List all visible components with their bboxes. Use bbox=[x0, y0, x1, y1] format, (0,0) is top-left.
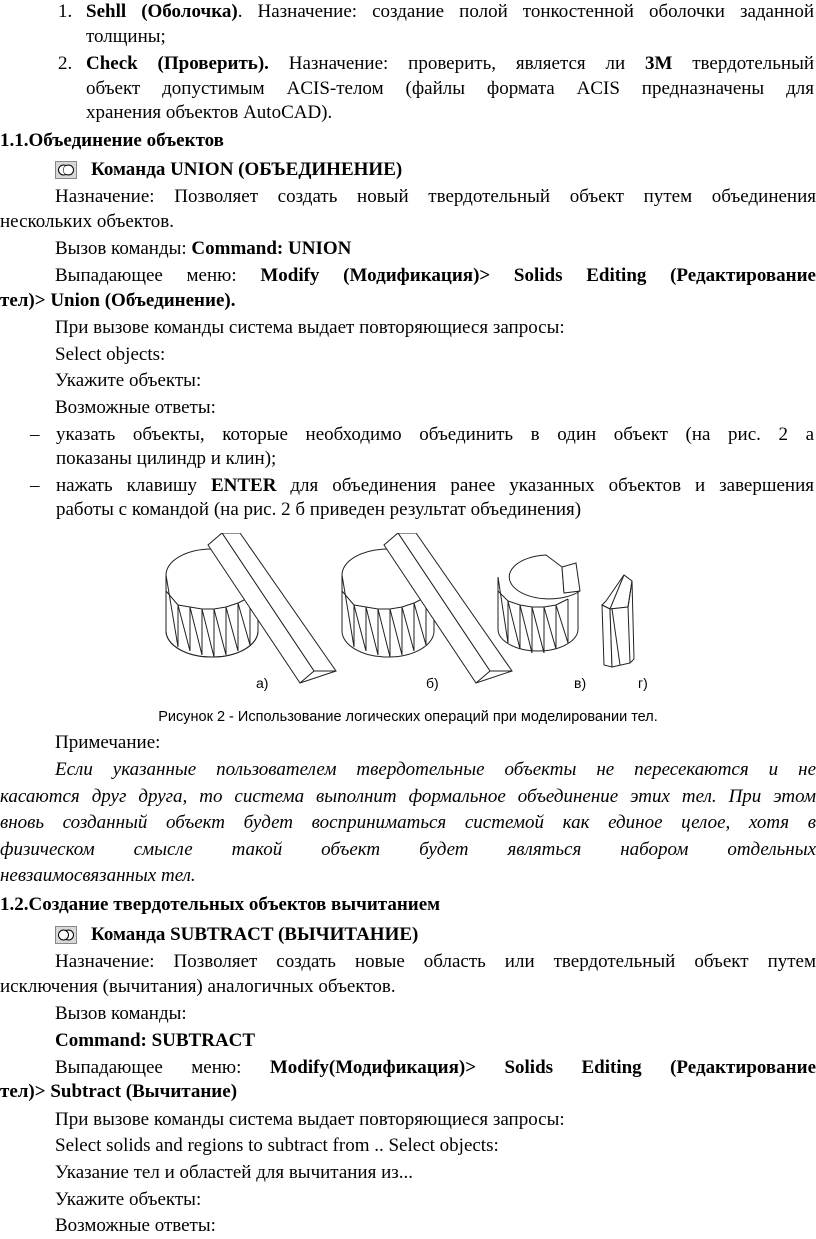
menu-label: Выпадающее меню: bbox=[55, 1056, 270, 1078]
note-line: физическом смысле такой объект будет являться набором отдельных bbox=[0, 838, 816, 860]
menu-path-cont: тел)> Subtract (Вычитание) bbox=[0, 1081, 238, 1103]
bullet-text: указать объекты, которые необходимо объединить в один объект (на рис. 2 а bbox=[56, 423, 814, 445]
note-text bbox=[0, 785, 816, 810]
note-text bbox=[0, 838, 816, 863]
command-title bbox=[0, 923, 816, 948]
list-item-continuation bbox=[0, 77, 816, 102]
note-text bbox=[0, 758, 816, 783]
list-item-text: объект допустимым ACIS-телом (файлы формата ACIS предназначены для bbox=[86, 77, 814, 99]
list-item-bold: 3M bbox=[644, 53, 673, 75]
section-heading: 1.1.Объединение объектов bbox=[0, 129, 224, 151]
prompt-en: Select solids and regions to subtract from .. Select objects: bbox=[55, 1135, 499, 1157]
list-item-text: толщины; bbox=[86, 25, 166, 47]
list-item-text: . Назначение: создание полой тонкостенной оболочки заданной bbox=[237, 1, 814, 22]
figure-v-subtract bbox=[498, 555, 580, 653]
figure-a-cylinder-wedge bbox=[166, 533, 336, 683]
purpose-text bbox=[0, 185, 816, 210]
answers-label: Возможные ответы: bbox=[55, 396, 216, 418]
figure-drawing bbox=[150, 533, 670, 693]
list-item-title: Check (Проверить). bbox=[86, 53, 269, 75]
purpose-line: Назначение: Позволяет создать новые область или твердотельный объект путем bbox=[55, 951, 816, 973]
list-number: 2. bbox=[58, 53, 73, 75]
figure-caption: Рисунок 2 - Использование логических операций при моделировании тел. bbox=[158, 708, 658, 725]
figure-label-b: б) bbox=[426, 674, 439, 691]
list-item-title: Sehll (Оболочка) bbox=[86, 1, 238, 22]
note-label: Примечание: bbox=[55, 732, 161, 754]
bullet-item bbox=[0, 423, 816, 448]
note-text: невзаимосвязанных тел. bbox=[0, 865, 196, 887]
bullet-dash: – bbox=[30, 423, 40, 445]
purpose-text bbox=[0, 950, 816, 975]
list-item-continuation bbox=[0, 101, 816, 126]
section-heading: 1.2.Создание твердотельных объектов вычитанием bbox=[0, 894, 441, 916]
purpose-text-cont: исключения (вычитания) аналогичных объектов. bbox=[0, 975, 396, 997]
list-item-text: твердотельный bbox=[672, 53, 815, 75]
bullet-text: нажать клавишу bbox=[56, 474, 211, 496]
call-label: Вызов команды: bbox=[55, 1003, 187, 1025]
bullet-key: ENTER bbox=[210, 474, 277, 496]
prompts-intro: При вызове команды система выдает повторяющиеся запросы: bbox=[55, 317, 565, 339]
bullet-item-cont: показаны цилиндр и клин); bbox=[56, 448, 277, 470]
menu-value: Modify(Модификация)> Solids Editing (Редактирование bbox=[269, 1056, 816, 1078]
list-item-continuation bbox=[0, 25, 816, 50]
command-title-text: Команда SUBTRACT (ВЫЧИТАНИЕ) bbox=[91, 923, 419, 945]
figure-g-remainder bbox=[602, 575, 634, 667]
subtract-icon bbox=[55, 926, 77, 944]
list-item-check bbox=[0, 52, 816, 77]
answers-label: Возможные ответы: bbox=[55, 1215, 216, 1237]
call-value: Command: UNION bbox=[191, 238, 352, 260]
menu-value: Modify (Модификация)> Solids Editing (Редактирование bbox=[260, 264, 816, 286]
bullet-item-cont: работы с командой (на рис. 2 б приведен результат объединения) bbox=[56, 499, 582, 521]
figure-b-union bbox=[342, 533, 512, 683]
figure-label-g: г) bbox=[638, 674, 648, 691]
bullet-dash: – bbox=[30, 474, 40, 496]
note-text bbox=[0, 811, 816, 836]
command-title-text: Команда UNION (ОБЪЕДИНЕНИЕ) bbox=[91, 158, 403, 180]
command-title bbox=[0, 158, 816, 183]
prompts-intro: При вызове команды система выдает повторяющиеся запросы: bbox=[55, 1108, 565, 1130]
prompt-ru: Укажите объекты: bbox=[55, 370, 202, 392]
note-line: Если указанные пользователем твердотельные объекты не пересекаются и не bbox=[55, 759, 816, 781]
list-number: 1. bbox=[58, 1, 73, 22]
prompt-ru: Указание тел и областей для вычитания из... bbox=[55, 1161, 414, 1183]
call-value: Command: SUBTRACT bbox=[55, 1030, 256, 1051]
figure-2 bbox=[0, 533, 816, 699]
note-line: касаются друг друга, то система выполнит формальное объединение этих тел. При этом bbox=[0, 785, 816, 807]
bullet-text: для объединения ранее указанных объектов и завершения bbox=[276, 474, 814, 496]
prompt-ru: Укажите объекты: bbox=[55, 1188, 202, 1210]
figure-label-v: в) bbox=[574, 674, 587, 691]
purpose-text-cont: нескольких объектов. bbox=[0, 210, 175, 232]
prompt-en: Select objects: bbox=[55, 343, 166, 365]
purpose-line: Назначение: Позволяет создать новый твердотельный объект путем объединения bbox=[55, 186, 816, 208]
menu-path bbox=[0, 1056, 816, 1081]
union-icon bbox=[55, 161, 77, 179]
figure-label-a: а) bbox=[256, 674, 269, 691]
list-item-shell bbox=[0, 0, 816, 25]
list-item-text: хранения объектов AutoCAD). bbox=[86, 102, 333, 124]
list-item-text: Назначение: проверить, является ли bbox=[268, 53, 645, 75]
command-call bbox=[0, 237, 816, 262]
bullet-item bbox=[0, 474, 816, 499]
menu-path-cont: тел)> Union (Объединение). bbox=[0, 289, 236, 311]
call-label: Вызов команды: bbox=[55, 238, 192, 260]
note-line: вновь созданный объект будет восприниматься системой как единое целое, хотя в bbox=[0, 812, 816, 834]
menu-path bbox=[0, 264, 816, 289]
menu-label: Выпадающее меню: bbox=[55, 264, 261, 286]
